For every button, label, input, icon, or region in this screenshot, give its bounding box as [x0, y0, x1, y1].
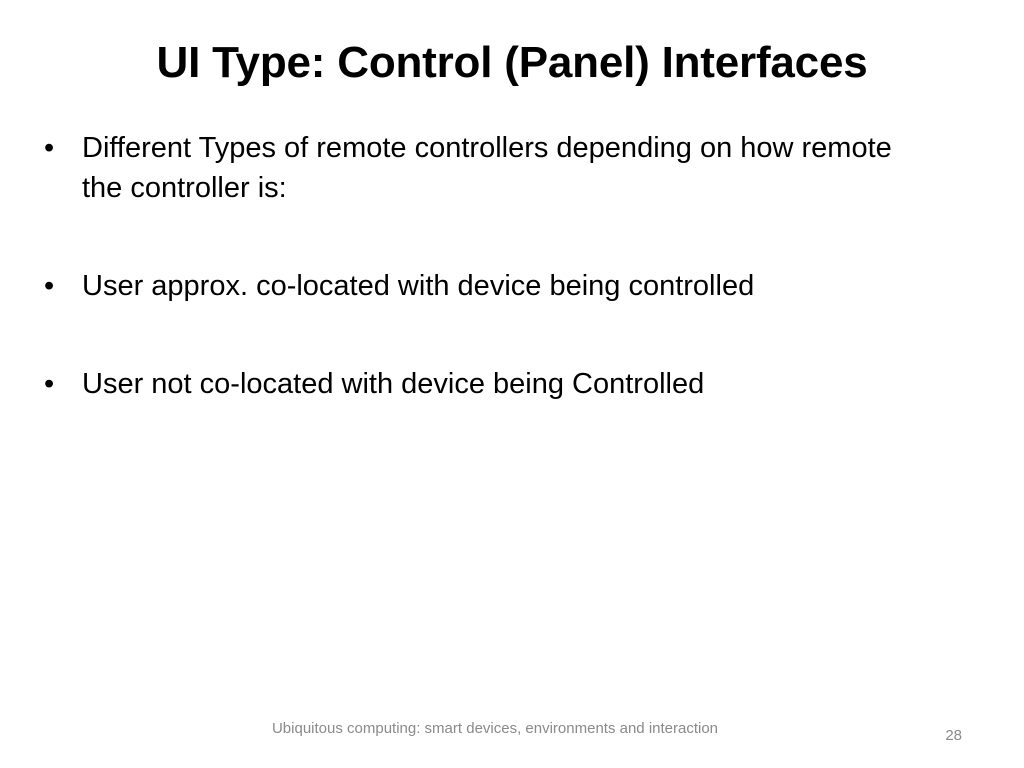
- bullet-dot-icon: •: [44, 270, 55, 302]
- bullet-dot-icon: •: [44, 368, 55, 400]
- bullet-text: User approx. co-located with device being controlled: [82, 270, 755, 302]
- bullet-item: [40, 266, 940, 306]
- bullet-list: [40, 128, 940, 462]
- bullet-item: [40, 128, 940, 208]
- page-number: 28: [945, 727, 962, 744]
- footer-text: Ubiquitous computing: smart devices, environments and interaction: [271, 720, 719, 737]
- bullet-text: User not co-located with device being Controlled: [82, 368, 705, 400]
- bullet-dot-icon: •: [44, 132, 55, 164]
- slide-title: UI Type: Control (Panel) Interfaces: [156, 38, 868, 87]
- bullet-item: [40, 364, 940, 404]
- bullet-text: Different Types of remote controllers depending on how remote the controller is:: [82, 132, 892, 204]
